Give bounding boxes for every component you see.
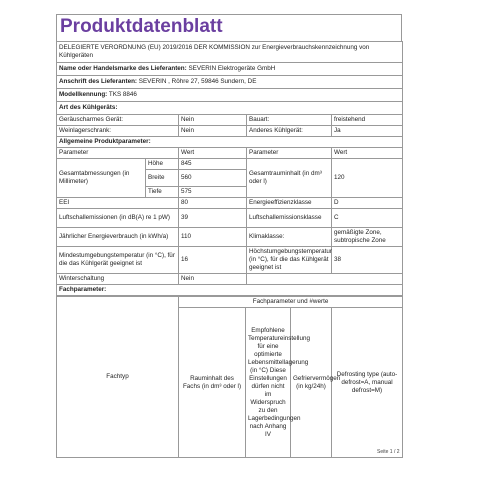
col-value: Wert <box>332 148 403 159</box>
param-label: Höchstumgebungstemperatur (in °C), für die das Kühlgerät geeignet ist <box>247 247 332 274</box>
comp-col-volume: Rauminhalt des Fachs (in dm³ oder l) <box>179 308 246 458</box>
main-table <box>56 41 403 296</box>
type-value: Nein <box>179 126 247 137</box>
dim-name: Breite <box>146 170 179 187</box>
comp-sub-header: Fachparameter und #werte <box>179 297 403 308</box>
model-value: TKS 8846 <box>108 91 137 98</box>
type-label: Anderes Kühlgerät: <box>247 126 332 137</box>
model-label: Modellkennung: <box>59 91 108 98</box>
type-label: Bauart: <box>247 115 332 126</box>
address-row <box>57 76 403 89</box>
general-header: Allgemeine Produktparameter: <box>57 137 403 148</box>
type-value: Ja <box>332 126 403 137</box>
type-header: Art des Kühlgeräts: <box>57 102 403 115</box>
comp-col-temp: Empfohlene Temperatureinstellung für eine optimierte Lebensmittellagerung (in °C) Diese Einstellungen dürfen nicht im Widerspruch zu den Lagerbedingungen nach Anhang IV <box>246 308 291 458</box>
dim-name: Tiefe <box>146 187 179 198</box>
param-value: D <box>332 198 403 209</box>
winter-label: Winterschaltung <box>57 274 179 285</box>
type-label: Geräuscharmes Gerät: <box>57 115 179 126</box>
dims-label: Gesamtabmessungen (in Millimeter) <box>57 159 146 198</box>
page-title: Produktdatenblatt <box>56 14 402 41</box>
col-parameter: Parameter <box>57 148 179 159</box>
type-value: Nein <box>179 115 247 126</box>
supplier-label: Name oder Handelsmarke des Lieferanten: <box>59 65 187 72</box>
compartment-table <box>56 296 403 458</box>
param-value: C <box>332 209 403 228</box>
address-value: SEVERIN , Röhre 27, 59846 Sundern, DE <box>138 78 257 85</box>
dim-value: 575 <box>179 187 247 198</box>
datasheet-page <box>56 14 402 458</box>
comp-header: Fachparameter: <box>57 285 403 296</box>
regulation-text: DELEGIERTE VERORDNUNG (EU) 2019/2016 DER KOMMISSION zur Energieverbrauchskennzeichnung von Kühlgeräten <box>57 42 403 63</box>
type-label: Weinlagerschrank: <box>57 126 179 137</box>
param-value: 16 <box>179 247 247 274</box>
param-label: Mindestumgebungstemperatur (in °C), für die das Kühlgerät geeignet ist <box>57 247 179 274</box>
supplier-value: SEVERIN Elektrogeräte GmbH <box>188 65 276 72</box>
param-value: 110 <box>179 228 247 247</box>
param-label: Klimaklasse: <box>247 228 332 247</box>
comp-col-freeze: Gefriervermögen (in kg/24h) <box>291 308 332 458</box>
param-label: Jährlicher Energieverbrauch (in kWh/a) <box>57 228 179 247</box>
model-row <box>57 89 403 102</box>
page-footer: Seite 1 / 2 <box>377 449 400 455</box>
param-value: 39 <box>179 209 247 228</box>
col-value: Wert <box>179 148 247 159</box>
volume-label: Gesamtrauminhalt (in dm³ oder l) <box>247 159 332 198</box>
param-value: 38 <box>332 247 403 274</box>
comp-col-defrost: Defrosting type (auto-defrost=A, manual defrost=M) <box>332 308 403 458</box>
type-value: freistehend <box>332 115 403 126</box>
param-value: 80 <box>179 198 247 209</box>
comp-col-type: Fachtyp <box>57 297 179 458</box>
dim-value: 560 <box>179 170 247 187</box>
col-parameter: Parameter <box>247 148 332 159</box>
supplier-row <box>57 63 403 76</box>
param-label: Luftschallemissionsklasse <box>247 209 332 228</box>
param-label: Luftschallemissionen (in dB(A) re 1 pW) <box>57 209 179 228</box>
volume-value: 120 <box>332 159 403 198</box>
param-value: gemäßigte Zone, subtropische Zone <box>332 228 403 247</box>
dim-value: 845 <box>179 159 247 170</box>
address-label: Anschrift des Lieferanten: <box>59 78 138 85</box>
dim-name: Höhe <box>146 159 179 170</box>
param-label: EEI <box>57 198 179 209</box>
param-label: Energieeffizienzklasse <box>247 198 332 209</box>
empty-cell <box>247 274 403 285</box>
winter-value: Nein <box>179 274 247 285</box>
